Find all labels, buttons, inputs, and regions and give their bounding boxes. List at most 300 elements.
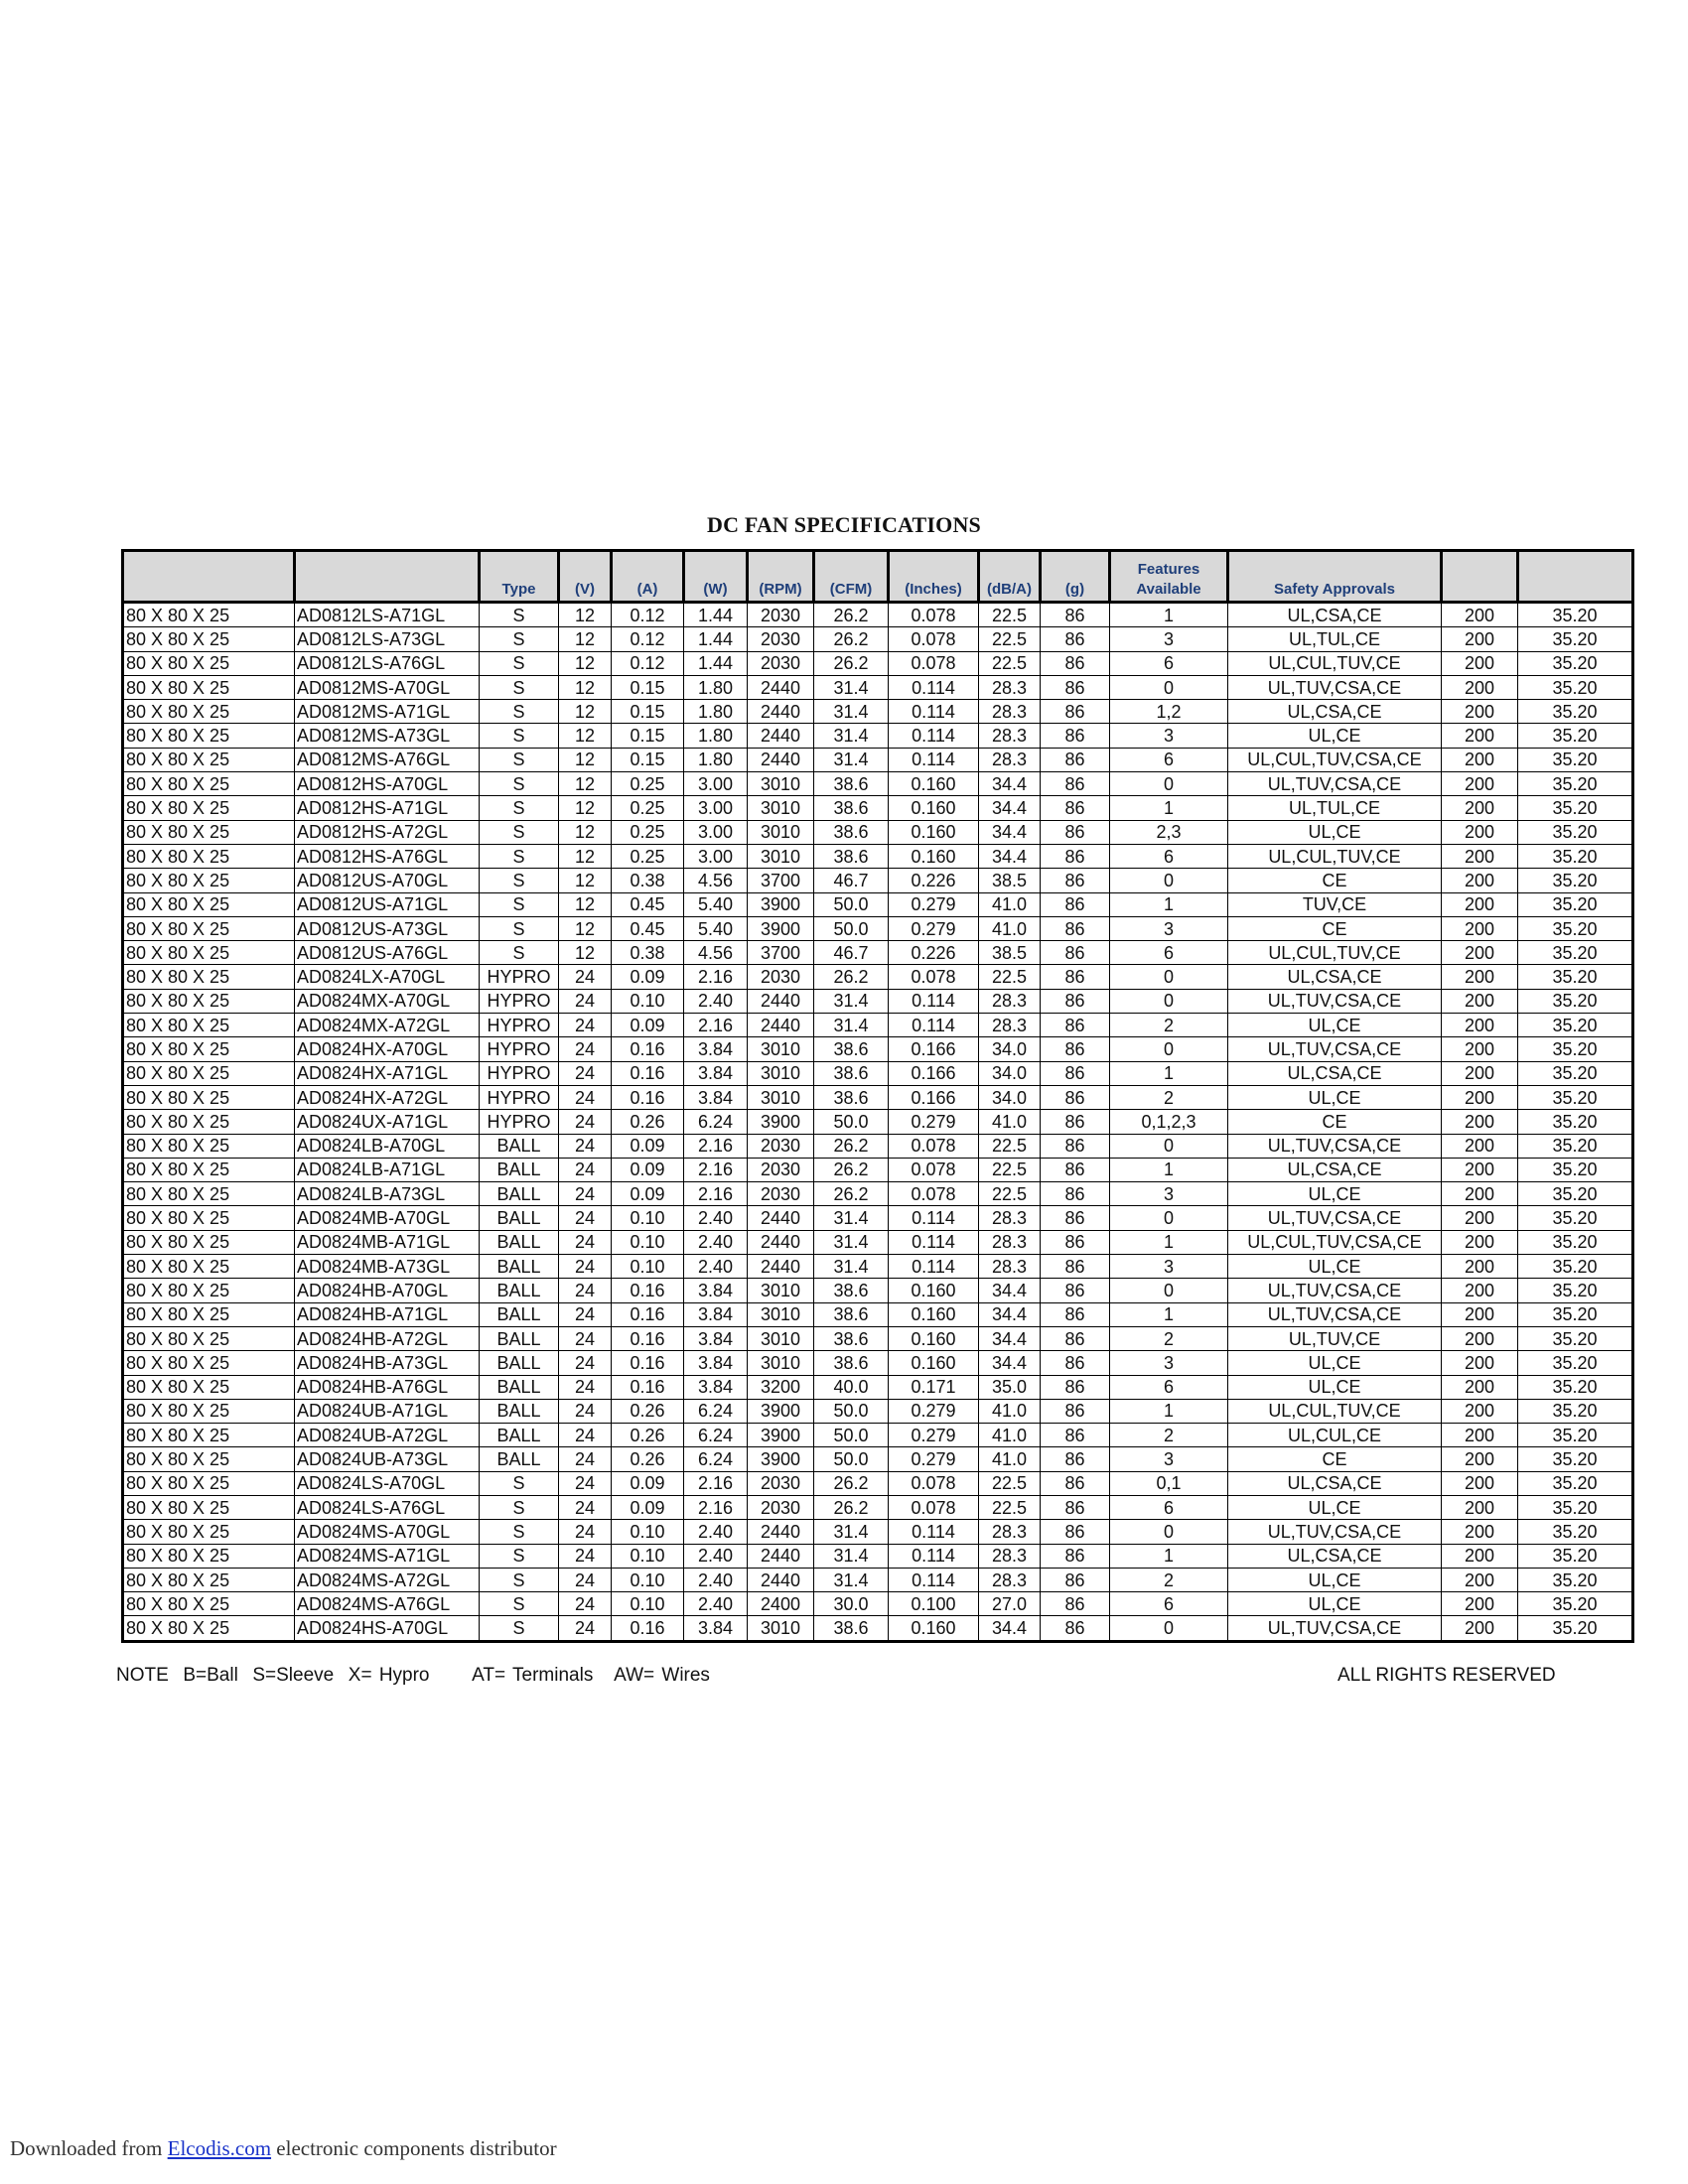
cell-noise: 41.0	[979, 916, 1041, 940]
cell-price: 35.20	[1518, 1326, 1633, 1350]
table-row	[123, 1302, 1633, 1326]
table-header	[123, 551, 1633, 603]
cell-quantity: 200	[1442, 1085, 1518, 1109]
cell-quantity: 200	[1442, 1495, 1518, 1519]
cell-model: AD0824HB-A73GL	[295, 1351, 480, 1375]
cell-weight: 86	[1041, 1061, 1110, 1085]
table-row	[123, 1206, 1633, 1230]
cell-quantity: 200	[1442, 1592, 1518, 1616]
cell-size: 80 X 80 X 25	[123, 1351, 295, 1375]
cell-price: 35.20	[1518, 1495, 1633, 1519]
cell-type: BALL	[480, 1351, 559, 1375]
table-row	[123, 941, 1633, 965]
table-row	[123, 989, 1633, 1013]
cell-pressure: 0.100	[889, 1592, 979, 1616]
cell-speed: 3010	[748, 1351, 814, 1375]
cell-safety-approvals: UL,TUV,CSA,CE	[1228, 1206, 1442, 1230]
cell-pressure: 0.078	[889, 603, 979, 627]
table-row	[123, 627, 1633, 651]
cell-noise: 28.3	[979, 1544, 1041, 1568]
cell-voltage: 12	[559, 748, 612, 771]
cell-voltage: 12	[559, 627, 612, 651]
cell-model: AD0812MS-A71GL	[295, 700, 480, 724]
cell-model: AD0812US-A73GL	[295, 916, 480, 940]
cell-type: S	[480, 627, 559, 651]
cell-size: 80 X 80 X 25	[123, 1061, 295, 1085]
table-row	[123, 1375, 1633, 1399]
cell-price: 35.20	[1518, 724, 1633, 748]
cell-pressure: 0.226	[889, 941, 979, 965]
cell-noise: 34.4	[979, 844, 1041, 868]
cell-voltage: 12	[559, 700, 612, 724]
cell-noise: 28.3	[979, 1520, 1041, 1544]
cell-features: 3	[1110, 1351, 1228, 1375]
cell-power: 1.80	[684, 724, 748, 748]
cell-airflow: 31.4	[814, 1230, 889, 1254]
cell-airflow: 31.4	[814, 1568, 889, 1591]
cell-current: 0.10	[612, 1520, 684, 1544]
cell-current: 0.26	[612, 1447, 684, 1471]
cell-power: 3.84	[684, 1279, 748, 1302]
cell-size: 80 X 80 X 25	[123, 1471, 295, 1495]
cell-current: 0.16	[612, 1061, 684, 1085]
cell-speed: 3900	[748, 892, 814, 916]
cell-safety-approvals: UL,CSA,CE	[1228, 1471, 1442, 1495]
cell-airflow: 38.6	[814, 796, 889, 820]
cell-noise: 34.0	[979, 1061, 1041, 1085]
cell-pressure: 0.114	[889, 1544, 979, 1568]
cell-airflow: 31.4	[814, 1520, 889, 1544]
cell-quantity: 200	[1442, 1037, 1518, 1061]
cell-size: 80 X 80 X 25	[123, 941, 295, 965]
cell-features: 3	[1110, 1182, 1228, 1206]
cell-voltage: 24	[559, 1279, 612, 1302]
cell-price: 35.20	[1518, 1255, 1633, 1279]
cell-safety-approvals: UL,TUV,CSA,CE	[1228, 675, 1442, 699]
cell-current: 0.10	[612, 1592, 684, 1616]
cell-price: 35.20	[1518, 1206, 1633, 1230]
cell-model: AD0812HS-A76GL	[295, 844, 480, 868]
cell-size: 80 X 80 X 25	[123, 675, 295, 699]
cell-price: 35.20	[1518, 1110, 1633, 1134]
cell-power: 2.16	[684, 1158, 748, 1181]
cell-price: 35.20	[1518, 1568, 1633, 1591]
cell-noise: 38.5	[979, 869, 1041, 892]
cell-power: 4.56	[684, 869, 748, 892]
cell-current: 0.38	[612, 941, 684, 965]
cell-power: 3.00	[684, 820, 748, 844]
cell-model: AD0824MS-A72GL	[295, 1568, 480, 1591]
cell-power: 3.84	[684, 1351, 748, 1375]
cell-speed: 2440	[748, 1206, 814, 1230]
cell-model: AD0812HS-A72GL	[295, 820, 480, 844]
cell-features: 0	[1110, 965, 1228, 989]
cell-type: BALL	[480, 1134, 559, 1158]
column-header	[1442, 551, 1518, 603]
cell-price: 35.20	[1518, 1447, 1633, 1471]
cell-price: 35.20	[1518, 941, 1633, 965]
cell-quantity: 200	[1442, 651, 1518, 675]
cell-voltage: 24	[559, 1014, 612, 1037]
cell-airflow: 26.2	[814, 1158, 889, 1181]
cell-safety-approvals: UL,CE	[1228, 1085, 1442, 1109]
table-row	[123, 869, 1633, 892]
cell-airflow: 50.0	[814, 892, 889, 916]
cell-noise: 22.5	[979, 651, 1041, 675]
cell-quantity: 200	[1442, 844, 1518, 868]
cell-current: 0.15	[612, 748, 684, 771]
cell-price: 35.20	[1518, 796, 1633, 820]
table-row	[123, 892, 1633, 916]
cell-model: AD0824HS-A70GL	[295, 1616, 480, 1641]
cell-safety-approvals: UL,CE	[1228, 1182, 1442, 1206]
cell-speed: 2440	[748, 1520, 814, 1544]
cell-current: 0.09	[612, 1158, 684, 1181]
cell-noise: 28.3	[979, 724, 1041, 748]
elcodis-link[interactable]: Elcodis.com	[167, 2136, 272, 2160]
cell-speed: 3010	[748, 1616, 814, 1641]
cell-airflow: 50.0	[814, 916, 889, 940]
cell-airflow: 38.6	[814, 772, 889, 796]
cell-power: 3.84	[684, 1616, 748, 1641]
cell-features: 0	[1110, 1206, 1228, 1230]
cell-size: 80 X 80 X 25	[123, 796, 295, 820]
cell-pressure: 0.114	[889, 724, 979, 748]
cell-power: 2.16	[684, 1134, 748, 1158]
cell-features: 2	[1110, 1424, 1228, 1447]
cell-quantity: 200	[1442, 1351, 1518, 1375]
spec-table	[121, 549, 1634, 1643]
cell-voltage: 24	[559, 1544, 612, 1568]
column-header: (RPM)	[748, 551, 814, 603]
cell-weight: 86	[1041, 989, 1110, 1013]
cell-type: S	[480, 796, 559, 820]
cell-weight: 86	[1041, 892, 1110, 916]
cell-airflow: 31.4	[814, 1544, 889, 1568]
cell-type: BALL	[480, 1230, 559, 1254]
cell-noise: 34.4	[979, 1279, 1041, 1302]
cell-power: 2.16	[684, 965, 748, 989]
cell-speed: 2030	[748, 1182, 814, 1206]
cell-features: 2	[1110, 1326, 1228, 1350]
cell-size: 80 X 80 X 25	[123, 1206, 295, 1230]
cell-current: 0.10	[612, 989, 684, 1013]
cell-safety-approvals: TUV,CE	[1228, 892, 1442, 916]
cell-voltage: 24	[559, 1110, 612, 1134]
cell-power: 3.84	[684, 1375, 748, 1399]
cell-current: 0.16	[612, 1037, 684, 1061]
cell-weight: 86	[1041, 1592, 1110, 1616]
cell-features: 1	[1110, 1158, 1228, 1181]
cell-power: 1.80	[684, 700, 748, 724]
column-header	[123, 551, 295, 603]
cell-pressure: 0.166	[889, 1037, 979, 1061]
cell-safety-approvals: UL,CSA,CE	[1228, 965, 1442, 989]
cell-speed: 2440	[748, 748, 814, 771]
cell-model: AD0824LX-A70GL	[295, 965, 480, 989]
cell-power: 5.40	[684, 892, 748, 916]
cell-type: BALL	[480, 1279, 559, 1302]
cell-power: 2.40	[684, 989, 748, 1013]
cell-weight: 86	[1041, 1616, 1110, 1641]
cell-noise: 27.0	[979, 1592, 1041, 1616]
cell-size: 80 X 80 X 25	[123, 1085, 295, 1109]
cell-model: AD0824MX-A72GL	[295, 1014, 480, 1037]
cell-safety-approvals: UL,CSA,CE	[1228, 1061, 1442, 1085]
cell-model: AD0824MB-A71GL	[295, 1230, 480, 1254]
cell-features: 0	[1110, 675, 1228, 699]
cell-pressure: 0.166	[889, 1085, 979, 1109]
cell-weight: 86	[1041, 1255, 1110, 1279]
cell-noise: 41.0	[979, 1110, 1041, 1134]
cell-features: 3	[1110, 1255, 1228, 1279]
cell-price: 35.20	[1518, 1182, 1633, 1206]
cell-features: 1	[1110, 1230, 1228, 1254]
table-row	[123, 1230, 1633, 1254]
cell-weight: 86	[1041, 1182, 1110, 1206]
cell-price: 35.20	[1518, 1014, 1633, 1037]
cell-voltage: 24	[559, 1182, 612, 1206]
cell-current: 0.26	[612, 1399, 684, 1423]
cell-current: 0.16	[612, 1302, 684, 1326]
cell-noise: 28.3	[979, 1014, 1041, 1037]
cell-size: 80 X 80 X 25	[123, 1495, 295, 1519]
cell-noise: 28.3	[979, 989, 1041, 1013]
cell-weight: 86	[1041, 772, 1110, 796]
cell-size: 80 X 80 X 25	[123, 1158, 295, 1181]
cell-price: 35.20	[1518, 1279, 1633, 1302]
cell-current: 0.25	[612, 844, 684, 868]
table-row	[123, 1037, 1633, 1061]
cell-noise: 38.5	[979, 941, 1041, 965]
cell-noise: 28.3	[979, 1255, 1041, 1279]
cell-size: 80 X 80 X 25	[123, 1424, 295, 1447]
cell-current: 0.38	[612, 869, 684, 892]
cell-power: 3.84	[684, 1302, 748, 1326]
column-header	[1518, 551, 1633, 603]
cell-type: BALL	[480, 1326, 559, 1350]
cell-type: BALL	[480, 1182, 559, 1206]
cell-weight: 86	[1041, 1375, 1110, 1399]
cell-pressure: 0.160	[889, 1302, 979, 1326]
cell-current: 0.12	[612, 603, 684, 627]
cell-safety-approvals: UL,CSA,CE	[1228, 700, 1442, 724]
cell-current: 0.16	[612, 1616, 684, 1641]
cell-weight: 86	[1041, 941, 1110, 965]
cell-type: HYPRO	[480, 1085, 559, 1109]
cell-voltage: 12	[559, 675, 612, 699]
cell-speed: 3010	[748, 1326, 814, 1350]
cell-type: S	[480, 1544, 559, 1568]
cell-quantity: 200	[1442, 941, 1518, 965]
cell-noise: 34.4	[979, 820, 1041, 844]
column-header: (V)	[559, 551, 612, 603]
cell-quantity: 200	[1442, 1568, 1518, 1591]
cell-current: 0.09	[612, 1134, 684, 1158]
cell-speed: 2440	[748, 989, 814, 1013]
cell-voltage: 12	[559, 892, 612, 916]
cell-voltage: 24	[559, 1351, 612, 1375]
cell-safety-approvals: UL,TUV,CSA,CE	[1228, 1302, 1442, 1326]
cell-voltage: 24	[559, 1326, 612, 1350]
cell-type: S	[480, 724, 559, 748]
cell-model: AD0812LS-A76GL	[295, 651, 480, 675]
cell-pressure: 0.114	[889, 989, 979, 1013]
cell-type: BALL	[480, 1255, 559, 1279]
cell-quantity: 200	[1442, 916, 1518, 940]
cell-features: 2	[1110, 1085, 1228, 1109]
table-row	[123, 1255, 1633, 1279]
cell-current: 0.25	[612, 820, 684, 844]
cell-size: 80 X 80 X 25	[123, 989, 295, 1013]
cell-type: HYPRO	[480, 1037, 559, 1061]
cell-noise: 28.3	[979, 675, 1041, 699]
cell-current: 0.16	[612, 1375, 684, 1399]
cell-weight: 86	[1041, 844, 1110, 868]
cell-features: 1	[1110, 603, 1228, 627]
cell-price: 35.20	[1518, 844, 1633, 868]
cell-safety-approvals: UL,CE	[1228, 1375, 1442, 1399]
cell-noise: 34.4	[979, 796, 1041, 820]
cell-quantity: 200	[1442, 796, 1518, 820]
cell-price: 35.20	[1518, 1544, 1633, 1568]
cell-noise: 22.5	[979, 627, 1041, 651]
table-row	[123, 796, 1633, 820]
cell-speed: 3010	[748, 820, 814, 844]
cell-speed: 3010	[748, 772, 814, 796]
cell-price: 35.20	[1518, 1592, 1633, 1616]
cell-noise: 34.4	[979, 1351, 1041, 1375]
cell-weight: 86	[1041, 1085, 1110, 1109]
cell-airflow: 46.7	[814, 941, 889, 965]
cell-voltage: 24	[559, 1471, 612, 1495]
column-header: (dB/A)	[979, 551, 1041, 603]
cell-quantity: 200	[1442, 1061, 1518, 1085]
cell-safety-approvals: UL,CUL,TUV,CE	[1228, 844, 1442, 868]
cell-weight: 86	[1041, 1302, 1110, 1326]
cell-size: 80 X 80 X 25	[123, 1037, 295, 1061]
table-body	[123, 603, 1633, 1642]
cell-quantity: 200	[1442, 1424, 1518, 1447]
cell-pressure: 0.279	[889, 892, 979, 916]
cell-model: AD0824MS-A70GL	[295, 1520, 480, 1544]
cell-safety-approvals: UL,CUL,TUV,CSA,CE	[1228, 1230, 1442, 1254]
cell-weight: 86	[1041, 916, 1110, 940]
cell-quantity: 200	[1442, 1302, 1518, 1326]
cell-voltage: 12	[559, 772, 612, 796]
cell-speed: 2440	[748, 1544, 814, 1568]
cell-voltage: 24	[559, 1302, 612, 1326]
cell-quantity: 200	[1442, 1110, 1518, 1134]
cell-safety-approvals: CE	[1228, 916, 1442, 940]
cell-model: AD0824HX-A72GL	[295, 1085, 480, 1109]
cell-features: 6	[1110, 1375, 1228, 1399]
table-row	[123, 1592, 1633, 1616]
cell-power: 1.80	[684, 748, 748, 771]
cell-weight: 86	[1041, 724, 1110, 748]
cell-current: 0.10	[612, 1255, 684, 1279]
column-header: Features Available	[1110, 551, 1228, 603]
cell-power: 3.00	[684, 772, 748, 796]
cell-price: 35.20	[1518, 892, 1633, 916]
cell-model: AD0824HB-A71GL	[295, 1302, 480, 1326]
table-row	[123, 844, 1633, 868]
cell-current: 0.10	[612, 1544, 684, 1568]
cell-airflow: 31.4	[814, 989, 889, 1013]
cell-type: S	[480, 603, 559, 627]
cell-speed: 3900	[748, 1399, 814, 1423]
footer-suffix: electronic components distributor	[276, 2136, 557, 2160]
cell-type: BALL	[480, 1302, 559, 1326]
cell-features: 0	[1110, 1037, 1228, 1061]
cell-noise: 34.4	[979, 1326, 1041, 1350]
cell-current: 0.26	[612, 1110, 684, 1134]
rights-text: ALL RIGHTS RESERVED	[1337, 1665, 1556, 1686]
legend-note: NOTE B=Ball S=Sleeve X= Hypro AT= Terminals AW= Wires	[116, 1665, 710, 1686]
cell-power: 3.00	[684, 796, 748, 820]
cell-power: 2.40	[684, 1592, 748, 1616]
cell-model: AD0812MS-A70GL	[295, 675, 480, 699]
cell-speed: 3010	[748, 1037, 814, 1061]
table-row	[123, 1158, 1633, 1181]
cell-size: 80 X 80 X 25	[123, 1134, 295, 1158]
cell-price: 35.20	[1518, 1351, 1633, 1375]
cell-safety-approvals: UL,CE	[1228, 1568, 1442, 1591]
cell-speed: 2030	[748, 965, 814, 989]
cell-type: BALL	[480, 1399, 559, 1423]
cell-features: 1	[1110, 1399, 1228, 1423]
cell-size: 80 X 80 X 25	[123, 869, 295, 892]
cell-model: AD0824HB-A76GL	[295, 1375, 480, 1399]
cell-speed: 2030	[748, 1158, 814, 1181]
table-row	[123, 1495, 1633, 1519]
cell-voltage: 24	[559, 1037, 612, 1061]
cell-power: 2.40	[684, 1568, 748, 1591]
cell-model: AD0812HS-A70GL	[295, 772, 480, 796]
cell-speed: 2440	[748, 724, 814, 748]
cell-noise: 28.3	[979, 748, 1041, 771]
cell-weight: 86	[1041, 1568, 1110, 1591]
cell-airflow: 31.4	[814, 700, 889, 724]
cell-weight: 86	[1041, 603, 1110, 627]
cell-features: 6	[1110, 651, 1228, 675]
cell-airflow: 50.0	[814, 1447, 889, 1471]
cell-type: HYPRO	[480, 1014, 559, 1037]
cell-weight: 86	[1041, 1326, 1110, 1350]
cell-airflow: 26.2	[814, 1495, 889, 1519]
cell-power: 3.00	[684, 844, 748, 868]
cell-price: 35.20	[1518, 700, 1633, 724]
cell-current: 0.10	[612, 1568, 684, 1591]
cell-type: S	[480, 941, 559, 965]
cell-noise: 34.4	[979, 1302, 1041, 1326]
cell-type: HYPRO	[480, 1110, 559, 1134]
cell-quantity: 200	[1442, 1134, 1518, 1158]
table-row	[123, 1182, 1633, 1206]
cell-voltage: 24	[559, 1592, 612, 1616]
cell-pressure: 0.078	[889, 1158, 979, 1181]
table-row	[123, 1616, 1633, 1641]
cell-power: 1.44	[684, 627, 748, 651]
cell-features: 0	[1110, 1520, 1228, 1544]
cell-airflow: 31.4	[814, 675, 889, 699]
cell-current: 0.45	[612, 892, 684, 916]
cell-features: 6	[1110, 1592, 1228, 1616]
cell-pressure: 0.114	[889, 1230, 979, 1254]
cell-noise: 28.3	[979, 1230, 1041, 1254]
cell-model: AD0824MS-A76GL	[295, 1592, 480, 1616]
cell-pressure: 0.078	[889, 965, 979, 989]
